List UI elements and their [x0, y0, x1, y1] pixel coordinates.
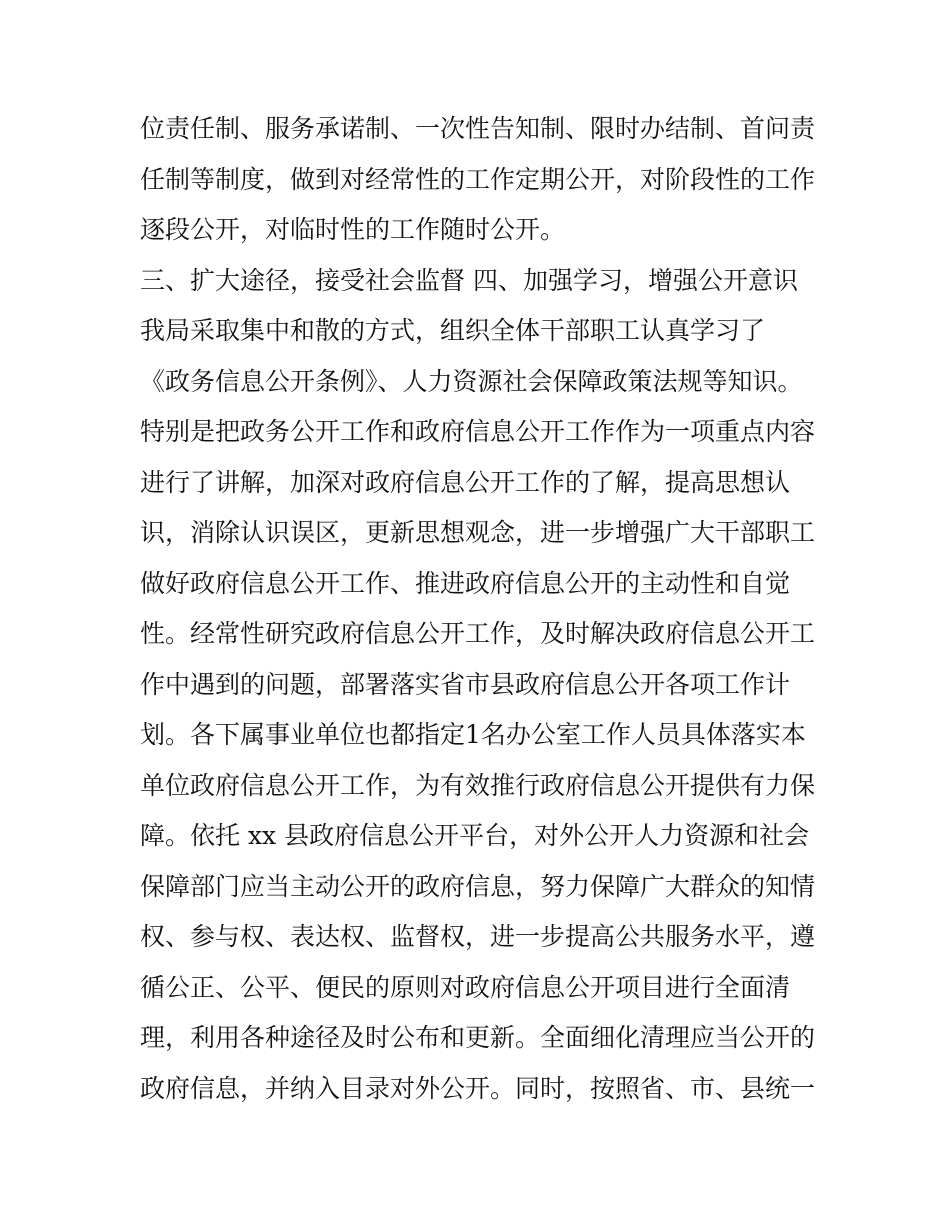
text-line: 位责任制、服务承诺制、一次性告知制、限时办结制、首问责 — [140, 114, 816, 143]
body-text — [140, 104, 820, 1114]
text-line: 理，利用各种途径及时公布和更新。全面细化清理应当公开的 — [140, 1023, 816, 1052]
text-line: 特别是把政务公开工作和政府信息公开工作作为一项重点内容 — [140, 417, 816, 446]
text-line: 单位政府信息公开工作，为有效推行政府信息公开提供有力保 — [140, 770, 816, 800]
text-line: 任制等制度，做到对经常性的工作定期公开，对阶段性的工作 — [140, 164, 816, 194]
text-line: 作中遇到的问题，部署落实省市县政府信息公开各项工作计 — [140, 669, 791, 699]
text-line: 障。依托 xx 县政府信息公开平台，对外公开人力资源和社会 — [140, 821, 810, 850]
text-line: 保障部门应当主动公开的政府信息，努力保障广大群众的知情 — [140, 871, 816, 901]
text-line: 权、参与权、表达权、监督权，进一步提高公共服务水平，遵 — [140, 922, 816, 951]
text-line: 做好政府信息公开工作、推进政府信息公开的主动性和自觉 — [140, 568, 791, 598]
text-line: 循公正、公平、便民的原则对政府信息公开项目进行全面清 — [140, 972, 791, 1002]
text-line: 划。各下属事业单位也都指定1名办公室工作人员具体落实本 — [140, 720, 806, 749]
text-line: 《政务信息公开条例》、人力资源社会保障政策法规等知识。 — [140, 366, 803, 396]
text-line: 逐段公开，对临时性的工作随时公开。 — [140, 215, 566, 244]
text-line: 进行了讲解，加深对政府信息公开工作的了解，提高思想认 — [140, 467, 791, 497]
text-line: 性。经常性研究政府信息公开工作，及时解决政府信息公开工 — [140, 619, 816, 648]
text-line: 我局采取集中和散的方式，组织全体干部职工认真学习了 — [140, 316, 766, 345]
text-line: 识，消除认识误区，更新思想观念，进一步增强广大干部职工 — [140, 518, 816, 547]
text-line: 政府信息，并纳入目录对外公开。同时，按照省、市、县统一 — [140, 1073, 816, 1103]
section-heading-line: 三、扩大途径，接受社会监督 四、加强学习，增强公开意识 — [140, 265, 798, 295]
